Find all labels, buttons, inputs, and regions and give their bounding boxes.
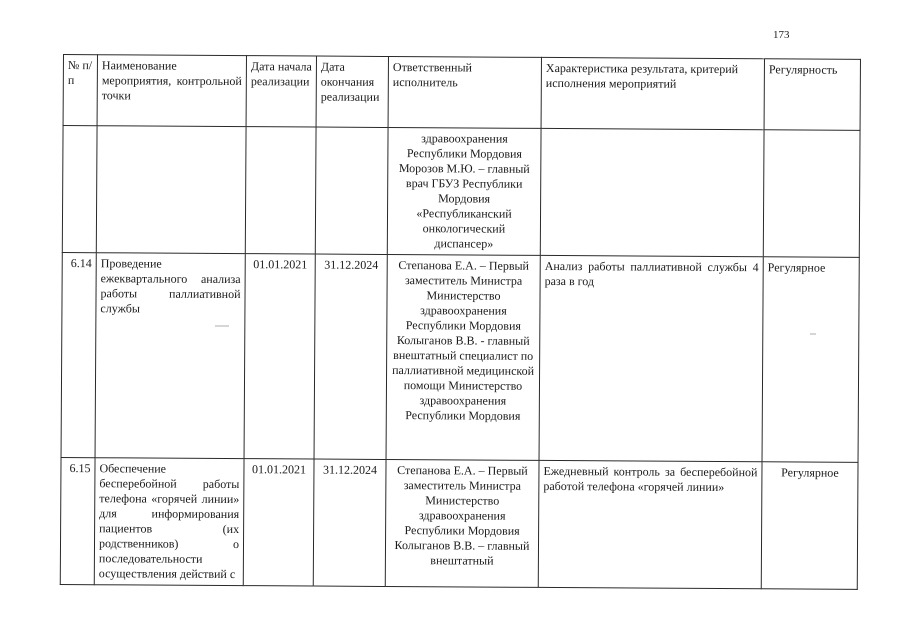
header-regularity: Регулярность xyxy=(764,59,860,131)
row-result: Ежедневный контроль за бесперебойной работой телефона «горячей линии» xyxy=(538,460,762,588)
measures-table xyxy=(60,54,861,590)
continuation-name xyxy=(96,126,246,254)
row-end-date: 31.12.2024 xyxy=(313,459,386,586)
row-start-date: 01.01.2021 xyxy=(244,254,315,459)
continuation-responsible: здравоохранения Республики Мордовия Морозов М.Ю. – главный врач ГБУЗ Республики Мордовия «Республиканский онкологический диспансер» xyxy=(387,127,541,255)
row-num: 6.14 xyxy=(61,252,96,457)
continuation-result xyxy=(540,128,764,256)
continuation-num xyxy=(62,126,97,253)
header-num: № п/п xyxy=(63,55,97,126)
header-row xyxy=(63,55,860,131)
page-number: 173 xyxy=(773,29,790,41)
header-end: Дата окончания реализации xyxy=(316,56,388,127)
scan-speck xyxy=(215,325,229,327)
row-name: Обеспечение бесперебойной работы телефона «горячей линии» для информирования пациентов (их родственников) о последовательности осуществления действий с xyxy=(94,458,244,586)
header-start: Дата начала реализации xyxy=(246,56,316,127)
row-name: Проведение ежеквартального анализа работы паллиативной службы xyxy=(95,253,245,459)
row-regularity: Регулярное xyxy=(762,257,859,463)
continuation-start xyxy=(245,127,316,254)
continuation-end xyxy=(315,127,388,254)
continuation-row xyxy=(62,126,860,258)
table-row xyxy=(61,252,859,462)
continuation-regularity xyxy=(763,130,860,258)
header-name: Наименование мероприятия, контрольной точки xyxy=(97,55,246,127)
row-result: Анализ работы паллиативной службы 4 раза в год xyxy=(539,255,763,461)
row-start-date: 01.01.2021 xyxy=(243,459,314,586)
row-responsible: Степанова Е.А. – Первый заместитель Министра Министерство здравоохранения Республики Мордовия Колыганов В.В. – главный внештатный xyxy=(385,459,539,587)
row-num: 6.15 xyxy=(60,457,95,584)
table-row xyxy=(60,457,858,589)
row-regularity: Регулярное xyxy=(761,462,858,590)
row-end-date: 31.12.2024 xyxy=(314,254,387,459)
header-result: Характеристика результата, критерий исполнения мероприятий xyxy=(541,57,764,129)
header-responsible: Ответственный исполнитель xyxy=(388,56,541,128)
row-responsible: Степанова Е.А. – Первый заместитель Министра Министерство здравоохранения Республики Мордовия Колыганов В.В. - главный внештатный специалист по паллиативной медицинской помощи Министерство здравоохранения Республики Мордовия xyxy=(386,254,540,460)
scan-speck xyxy=(810,333,816,335)
